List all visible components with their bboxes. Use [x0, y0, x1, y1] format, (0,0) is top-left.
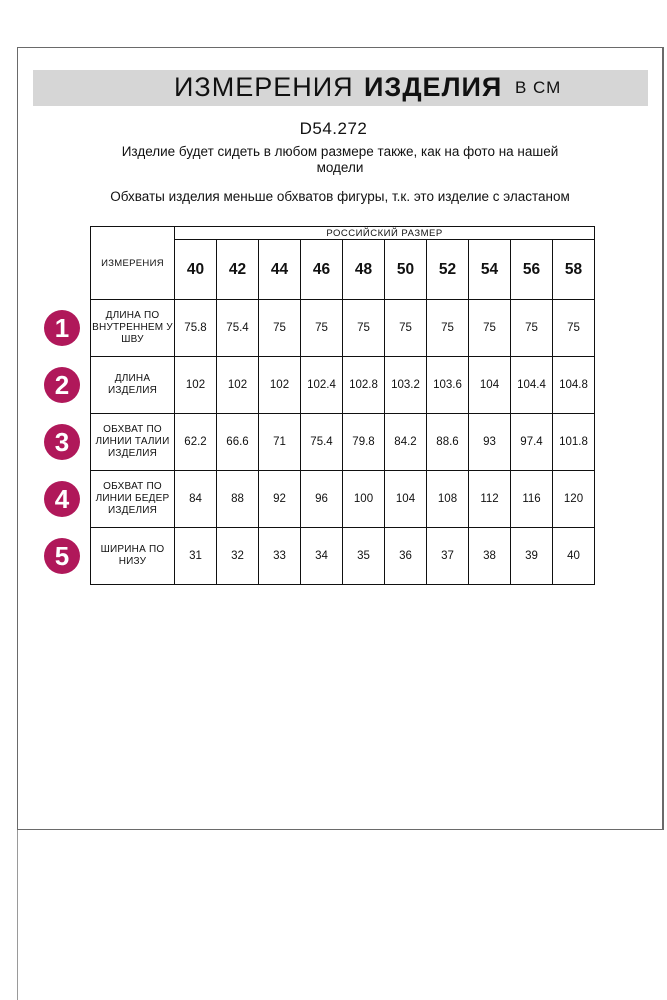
value-cell: 75: [553, 300, 595, 357]
size-header-cell: 52: [427, 240, 469, 300]
value-cell: 120: [553, 471, 595, 528]
value-cell: 31: [175, 528, 217, 585]
row-label: ДЛИНА ПО ВНУТРЕННЕМ У ШВУ: [91, 300, 175, 357]
row-label: ОБХВАТ ПО ЛИНИИ ТАЛИИ ИЗДЕЛИЯ: [91, 414, 175, 471]
title-banner: [33, 70, 648, 106]
value-cell: 93: [469, 414, 511, 471]
value-cell: 108: [427, 471, 469, 528]
value-cell: 66.6: [217, 414, 259, 471]
value-cell: 32: [217, 528, 259, 585]
article-code: D54.272: [299, 119, 368, 138]
value-cell: 104: [469, 357, 511, 414]
value-cell: 104.4: [511, 357, 553, 414]
table-row: [91, 300, 595, 357]
measurements-header: ИЗМЕРЕНИЯ: [91, 227, 175, 300]
value-cell: 92: [259, 471, 301, 528]
value-cell: 116: [511, 471, 553, 528]
table-row: [91, 414, 595, 471]
value-cell: 62.2: [175, 414, 217, 471]
size-header-cell: 44: [259, 240, 301, 300]
value-cell: 103.2: [385, 357, 427, 414]
size-header-cell: 42: [217, 240, 259, 300]
row-label: ШИРИНА ПО НИЗУ: [91, 528, 175, 585]
value-cell: 84: [175, 471, 217, 528]
table-row: [91, 528, 595, 585]
value-cell: 102: [175, 357, 217, 414]
value-cell: 75: [385, 300, 427, 357]
value-cell: 101.8: [553, 414, 595, 471]
bottom-divider: [17, 830, 18, 1000]
value-cell: 34: [301, 528, 343, 585]
value-cell: 75: [343, 300, 385, 357]
table-row: [91, 471, 595, 528]
value-cell: 88.6: [427, 414, 469, 471]
row-number-badge: 4: [44, 481, 80, 517]
size-header-cell: 54: [469, 240, 511, 300]
value-cell: 84.2: [385, 414, 427, 471]
value-cell: 75.4: [301, 414, 343, 471]
size-header-cell: 48: [343, 240, 385, 300]
size-table: [90, 226, 595, 585]
value-cell: 112: [469, 471, 511, 528]
row-number-badge: 2: [44, 367, 80, 403]
title-unit: В СМ: [515, 78, 562, 97]
value-cell: 104: [385, 471, 427, 528]
fit-note: Изделие будет сидеть в любом размере также, как на фото на нашей модели: [121, 144, 559, 175]
value-cell: 75: [427, 300, 469, 357]
row-number-badge: 1: [44, 310, 80, 346]
stretch-note: Обхваты изделия меньше обхватов фигуры, т.к. это изделие с эластаном: [110, 189, 570, 204]
value-cell: 104.8: [553, 357, 595, 414]
value-cell: 71: [259, 414, 301, 471]
row-number-badge: 5: [44, 538, 80, 574]
value-cell: 96: [301, 471, 343, 528]
value-cell: 38: [469, 528, 511, 585]
value-cell: 79.8: [343, 414, 385, 471]
value-cell: 37: [427, 528, 469, 585]
size-header-cell: 40: [175, 240, 217, 300]
value-cell: 75: [301, 300, 343, 357]
title-part1: ИЗМЕРЕНИЯ: [174, 72, 354, 102]
value-cell: 102.8: [343, 357, 385, 414]
value-cell: 103.6: [427, 357, 469, 414]
value-cell: 102: [217, 357, 259, 414]
value-cell: 36: [385, 528, 427, 585]
row-label: ОБХВАТ ПО ЛИНИИ БЕДЕР ИЗДЕЛИЯ: [91, 471, 175, 528]
value-cell: 102: [259, 357, 301, 414]
value-cell: 97.4: [511, 414, 553, 471]
value-cell: 75: [259, 300, 301, 357]
table-row: [91, 357, 595, 414]
size-header-cell: 50: [385, 240, 427, 300]
title-part2: ИЗДЕЛИЯ: [364, 72, 503, 102]
value-cell: 33: [259, 528, 301, 585]
value-cell: 75: [511, 300, 553, 357]
value-cell: 102.4: [301, 357, 343, 414]
value-cell: 75: [469, 300, 511, 357]
size-group-header: РОССИЙСКИЙ РАЗМЕР: [175, 227, 595, 240]
value-cell: 35: [343, 528, 385, 585]
row-number-badge: 3: [44, 424, 80, 460]
size-header-cell: 46: [301, 240, 343, 300]
value-cell: 88: [217, 471, 259, 528]
size-header-cell: 58: [553, 240, 595, 300]
row-label: ДЛИНА ИЗДЕЛИЯ: [91, 357, 175, 414]
value-cell: 39: [511, 528, 553, 585]
value-cell: 75.4: [217, 300, 259, 357]
size-header-cell: 56: [511, 240, 553, 300]
value-cell: 75.8: [175, 300, 217, 357]
value-cell: 40: [553, 528, 595, 585]
value-cell: 100: [343, 471, 385, 528]
